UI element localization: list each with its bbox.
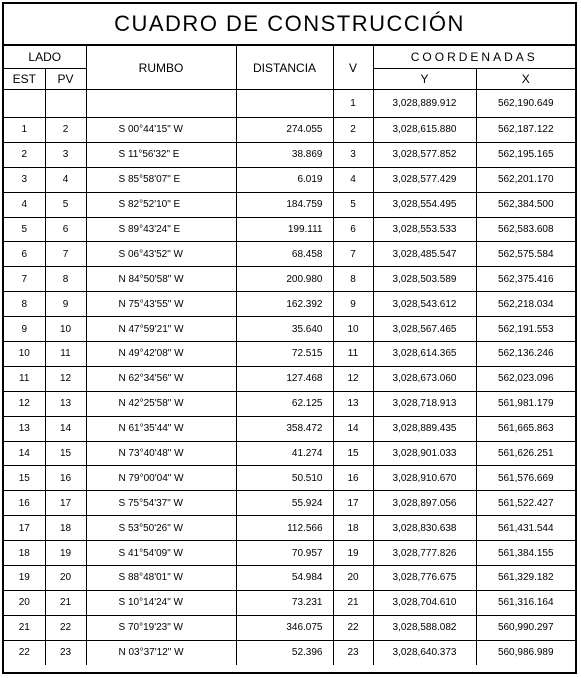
cell-rumbo: S 70°19'23" W <box>86 615 236 640</box>
table-row <box>4 391 575 416</box>
cell-v: 18 <box>333 516 373 541</box>
cell-y: 3,028,776.675 <box>373 566 476 591</box>
cell-v: 23 <box>333 640 373 664</box>
cell-pv: 8 <box>45 267 86 292</box>
cell-v: 4 <box>333 167 373 192</box>
cell-x: 560,986.989 <box>476 640 575 664</box>
cell-distancia: 127.468 <box>236 366 333 391</box>
cell-y: 3,028,577.852 <box>373 142 476 167</box>
cell-est: 3 <box>4 167 45 192</box>
cell-x: 561,981.179 <box>476 391 575 416</box>
cell-x: 561,384.155 <box>476 541 575 566</box>
cell-est: 8 <box>4 292 45 317</box>
cell-rumbo: S 11°56'32" E <box>86 142 236 167</box>
cell-x: 561,626.251 <box>476 441 575 466</box>
cell-x: 562,583.608 <box>476 217 575 242</box>
cell-pv: 7 <box>45 242 86 267</box>
cell-pv: 12 <box>45 366 86 391</box>
cell-v: 19 <box>333 541 373 566</box>
cell-est <box>4 90 45 118</box>
header-y: Y <box>373 69 476 90</box>
cell-x: 562,575.584 <box>476 242 575 267</box>
cell-x: 562,023.096 <box>476 366 575 391</box>
cell-pv: 13 <box>45 391 86 416</box>
cell-y: 3,028,485.547 <box>373 242 476 267</box>
cell-distancia: 274.055 <box>236 118 333 143</box>
cell-v: 12 <box>333 366 373 391</box>
cell-x: 562,201.170 <box>476 167 575 192</box>
cell-v: 8 <box>333 267 373 292</box>
table-row <box>4 142 575 167</box>
cell-v: 3 <box>333 142 373 167</box>
cell-distancia: 54.984 <box>236 566 333 591</box>
cell-rumbo: N 79°00'04" W <box>86 466 236 491</box>
cell-pv: 3 <box>45 142 86 167</box>
cell-v: 21 <box>333 590 373 615</box>
cell-rumbo: S 53°50'26" W <box>86 516 236 541</box>
cell-v: 16 <box>333 466 373 491</box>
cell-est: 5 <box>4 217 45 242</box>
cell-v: 9 <box>333 292 373 317</box>
header-distancia: DISTANCIA <box>236 46 333 90</box>
cell-est: 11 <box>4 366 45 391</box>
cell-y: 3,028,889.435 <box>373 416 476 441</box>
cell-rumbo: S 82°52'10" E <box>86 192 236 217</box>
cell-distancia: 199.111 <box>236 217 333 242</box>
cell-pv: 11 <box>45 342 86 367</box>
cell-rumbo: S 89°43'24" E <box>86 217 236 242</box>
cell-est: 2 <box>4 142 45 167</box>
cell-v: 13 <box>333 391 373 416</box>
table-row <box>4 242 575 267</box>
cell-est: 18 <box>4 541 45 566</box>
cell-y: 3,028,614.365 <box>373 342 476 367</box>
table-row <box>4 167 575 192</box>
cell-rumbo: N 75°43'55" W <box>86 292 236 317</box>
cell-y: 3,028,673.060 <box>373 366 476 391</box>
cell-v: 7 <box>333 242 373 267</box>
header-pv: PV <box>45 69 86 90</box>
cell-est: 4 <box>4 192 45 217</box>
cell-distancia: 50.510 <box>236 466 333 491</box>
cell-x: 562,190.649 <box>476 90 575 118</box>
cell-v: 5 <box>333 192 373 217</box>
cell-rumbo: N 84°50'58" W <box>86 267 236 292</box>
cell-v: 22 <box>333 615 373 640</box>
cell-y: 3,028,503.589 <box>373 267 476 292</box>
cell-v: 6 <box>333 217 373 242</box>
cell-pv: 23 <box>45 640 86 664</box>
cell-y: 3,028,577.429 <box>373 167 476 192</box>
cell-pv: 10 <box>45 317 86 342</box>
cell-x: 561,665.863 <box>476 416 575 441</box>
header-v: V <box>333 46 373 90</box>
table-row <box>4 267 575 292</box>
construction-table-frame <box>2 2 577 674</box>
cell-y: 3,028,910.670 <box>373 466 476 491</box>
cell-x: 561,431.544 <box>476 516 575 541</box>
cell-est: 19 <box>4 566 45 591</box>
cell-v: 14 <box>333 416 373 441</box>
cell-y: 3,028,615.880 <box>373 118 476 143</box>
cell-rumbo: N 61°35'44" W <box>86 416 236 441</box>
cell-rumbo: N 47°59'21" W <box>86 317 236 342</box>
cell-distancia: 346.075 <box>236 615 333 640</box>
cell-y: 3,028,588.082 <box>373 615 476 640</box>
cell-y: 3,028,897.056 <box>373 491 476 516</box>
cell-x: 562,136.246 <box>476 342 575 367</box>
cell-x: 562,375.416 <box>476 267 575 292</box>
table-row <box>4 466 575 491</box>
cell-rumbo: S 75°54'37" W <box>86 491 236 516</box>
cell-pv: 9 <box>45 292 86 317</box>
cell-v: 2 <box>333 118 373 143</box>
header-rumbo: RUMBO <box>86 46 236 90</box>
header-x: X <box>476 69 575 90</box>
cell-distancia <box>236 90 333 118</box>
cell-distancia: 62.125 <box>236 391 333 416</box>
cell-est: 9 <box>4 317 45 342</box>
cell-pv: 2 <box>45 118 86 143</box>
cell-y: 3,028,777.826 <box>373 541 476 566</box>
cell-rumbo: N 73°40'48" W <box>86 441 236 466</box>
cell-pv: 6 <box>45 217 86 242</box>
table-row <box>4 118 575 143</box>
cell-rumbo: N 49°42'08" W <box>86 342 236 367</box>
cell-est: 10 <box>4 342 45 367</box>
cell-x: 562,195.165 <box>476 142 575 167</box>
cell-v: 1 <box>333 90 373 118</box>
table-row <box>4 441 575 466</box>
cell-distancia: 358.472 <box>236 416 333 441</box>
table-row <box>4 640 575 664</box>
cell-y: 3,028,554.495 <box>373 192 476 217</box>
cell-pv: 22 <box>45 615 86 640</box>
table-row <box>4 192 575 217</box>
cell-pv: 20 <box>45 566 86 591</box>
table-row <box>4 342 575 367</box>
cell-est: 7 <box>4 267 45 292</box>
cell-distancia: 55.924 <box>236 491 333 516</box>
cell-rumbo: N 03°37'12" W <box>86 640 236 664</box>
header-lado: LADO <box>4 46 86 69</box>
cell-est: 12 <box>4 391 45 416</box>
cell-pv <box>45 90 86 118</box>
header-est: EST <box>4 69 45 90</box>
cell-est: 15 <box>4 466 45 491</box>
table-body <box>4 90 575 665</box>
cell-pv: 5 <box>45 192 86 217</box>
cell-x: 561,522.427 <box>476 491 575 516</box>
table-row-first-vertex <box>4 90 575 118</box>
cell-est: 13 <box>4 416 45 441</box>
header-coordenadas: COORDENADAS <box>373 46 575 69</box>
cell-est: 16 <box>4 491 45 516</box>
cell-x: 562,191.553 <box>476 317 575 342</box>
cell-rumbo: S 41°54'09" W <box>86 541 236 566</box>
cell-v: 20 <box>333 566 373 591</box>
cell-x: 560,990.297 <box>476 615 575 640</box>
cell-pv: 14 <box>45 416 86 441</box>
cell-x: 562,218.034 <box>476 292 575 317</box>
construction-table <box>4 46 575 665</box>
cell-y: 3,028,640.373 <box>373 640 476 664</box>
cell-distancia: 70.957 <box>236 541 333 566</box>
cell-y: 3,028,718.913 <box>373 391 476 416</box>
cell-v: 10 <box>333 317 373 342</box>
table-row <box>4 416 575 441</box>
cell-pv: 18 <box>45 516 86 541</box>
table-row <box>4 615 575 640</box>
cell-v: 15 <box>333 441 373 466</box>
cell-pv: 21 <box>45 590 86 615</box>
cell-x: 562,384.500 <box>476 192 575 217</box>
cell-est: 6 <box>4 242 45 267</box>
cell-est: 20 <box>4 590 45 615</box>
cell-y: 3,028,830.638 <box>373 516 476 541</box>
cell-est: 22 <box>4 640 45 664</box>
cell-y: 3,028,901.033 <box>373 441 476 466</box>
cell-v: 11 <box>333 342 373 367</box>
cell-distancia: 6.019 <box>236 167 333 192</box>
cell-est: 17 <box>4 516 45 541</box>
cell-rumbo: S 85°58'07" E <box>86 167 236 192</box>
cell-distancia: 68.458 <box>236 242 333 267</box>
cell-distancia: 162.392 <box>236 292 333 317</box>
cell-y: 3,028,567.465 <box>373 317 476 342</box>
cell-pv: 19 <box>45 541 86 566</box>
table-row <box>4 366 575 391</box>
cell-distancia: 35.640 <box>236 317 333 342</box>
cell-x: 562,187.122 <box>476 118 575 143</box>
cell-distancia: 38.869 <box>236 142 333 167</box>
cell-distancia: 41.274 <box>236 441 333 466</box>
cell-y: 3,028,553.533 <box>373 217 476 242</box>
cell-distancia: 72.515 <box>236 342 333 367</box>
cell-pv: 15 <box>45 441 86 466</box>
cell-x: 561,329.182 <box>476 566 575 591</box>
cell-est: 1 <box>4 118 45 143</box>
table-row <box>4 541 575 566</box>
table-row <box>4 566 575 591</box>
cell-pv: 4 <box>45 167 86 192</box>
cell-v: 17 <box>333 491 373 516</box>
cell-distancia: 73.231 <box>236 590 333 615</box>
table-row <box>4 292 575 317</box>
cell-rumbo: S 06°43'52" W <box>86 242 236 267</box>
cell-rumbo: N 42°25'58" W <box>86 391 236 416</box>
table-row <box>4 516 575 541</box>
cell-rumbo <box>86 90 236 118</box>
cell-rumbo: S 88°48'01" W <box>86 566 236 591</box>
cell-pv: 16 <box>45 466 86 491</box>
cell-x: 561,316.164 <box>476 590 575 615</box>
table-row <box>4 491 575 516</box>
table-row <box>4 590 575 615</box>
table-title: CUADRO DE CONSTRUCCIÓN <box>4 4 575 46</box>
cell-pv: 17 <box>45 491 86 516</box>
cell-rumbo: S 10°14'24" W <box>86 590 236 615</box>
cell-rumbo: S 00°44'15" W <box>86 118 236 143</box>
cell-y: 3,028,704.610 <box>373 590 476 615</box>
cell-distancia: 112.566 <box>236 516 333 541</box>
cell-rumbo: N 62°34'56" W <box>86 366 236 391</box>
cell-distancia: 52.396 <box>236 640 333 664</box>
table-row <box>4 217 575 242</box>
cell-y: 3,028,543.612 <box>373 292 476 317</box>
cell-x: 561,576.669 <box>476 466 575 491</box>
cell-distancia: 200.980 <box>236 267 333 292</box>
cell-y: 3,028,889.912 <box>373 90 476 118</box>
cell-est: 21 <box>4 615 45 640</box>
table-row <box>4 317 575 342</box>
cell-distancia: 184.759 <box>236 192 333 217</box>
cell-est: 14 <box>4 441 45 466</box>
